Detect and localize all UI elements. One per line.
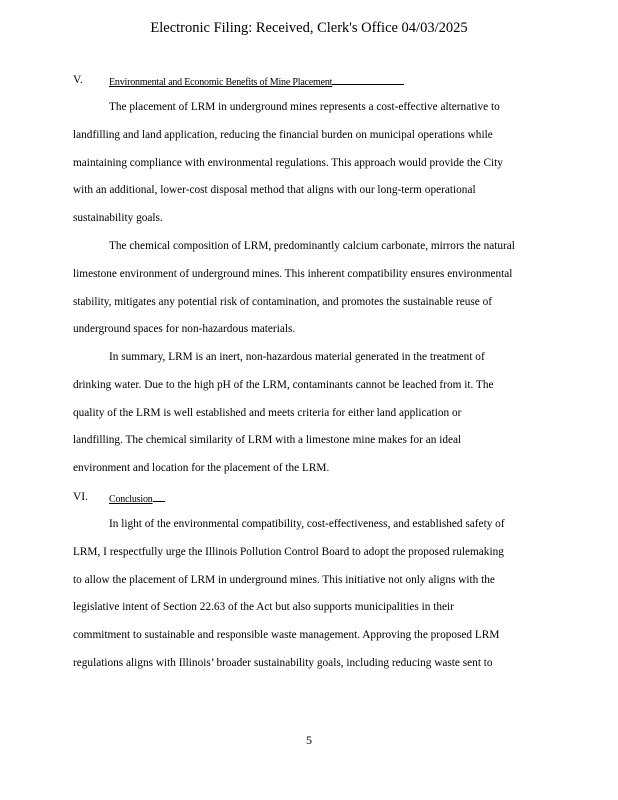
paragraph-line: regulations aligns with Illinois’ broader sustainability goals, including reducing waste sent to [73, 656, 493, 669]
section-vi-title-text: Conclusion [109, 494, 153, 505]
paragraph-conclusion [73, 511, 543, 678]
paragraph-line: commitment to sustainable and responsible waste management. Approving the proposed LRM [73, 629, 500, 642]
paragraph-line: In summary, LRM is an inert, non-hazardous material generated in the treatment of [109, 351, 485, 363]
paragraph-line: In light of the environmental compatibility, cost-effectiveness, and established safety of [109, 518, 505, 530]
page-number: 5 [306, 733, 312, 747]
paragraph-line: landfilling and land application, reducing the financial burden on municipal operations while [73, 128, 493, 141]
section-v-title [109, 73, 404, 90]
paragraph-line: sustainability goals. [73, 212, 163, 225]
paragraph-line: environment and location for the placement of the LRM. [73, 462, 330, 475]
section-v-title-underline [332, 73, 404, 85]
paragraph-line: The placement of LRM in underground mines represents a cost-effective alternative to [109, 101, 500, 113]
paragraph-line: legislative intent of Section 22.63 of the Act but also supports municipalities in their [73, 601, 454, 614]
section-v-number: V. [73, 74, 83, 86]
section-vi-title [109, 490, 165, 507]
section-vi-title-underline [153, 490, 165, 502]
paragraph-line: landfilling. The chemical similarity of LRM with a limestone mine makes for an ideal [73, 434, 462, 447]
paragraph-chemical-composition [73, 233, 543, 344]
section-vi-number: VI. [73, 491, 89, 503]
paragraph-line: limestone environment of underground mines. This inherent compatibility ensures environmental [73, 267, 513, 280]
paragraph-line: The chemical composition of LRM, predominantly calcium carbonate, mirrors the natural [109, 240, 515, 252]
paragraph-line: LRM, I respectfully urge the Illinois Pollution Control Board to adopt the proposed rulemaking [73, 545, 504, 558]
section-v-title-text: Environmental and Economic Benefits of Mine Placement [109, 77, 333, 88]
paragraph-line: quality of the LRM is well established and meets criteria for either land application or [73, 406, 462, 419]
paragraph-line: maintaining compliance with environmental regulations. This approach would provide the City [73, 156, 503, 169]
paragraph-mine-placement-cost [73, 94, 543, 233]
paragraph-line: with an additional, lower-cost disposal method that aligns with our long-term operational [73, 184, 476, 197]
paragraph-line: underground spaces for non-hazardous materials. [73, 323, 296, 336]
electronic-filing-header: Electronic Filing: Received, Clerk's Office 04/03/2025 [150, 20, 468, 36]
paragraph-line: drinking water. Due to the high pH of the LRM, contaminants cannot be leached from it. The [73, 378, 494, 391]
paragraph-line: stability, mitigates any potential risk of contamination, and promotes the sustainable reuse of [73, 295, 493, 308]
paragraph-line: to allow the placement of LRM in underground mines. This initiative not only aligns with the [73, 573, 495, 586]
paragraph-summary [73, 344, 543, 483]
